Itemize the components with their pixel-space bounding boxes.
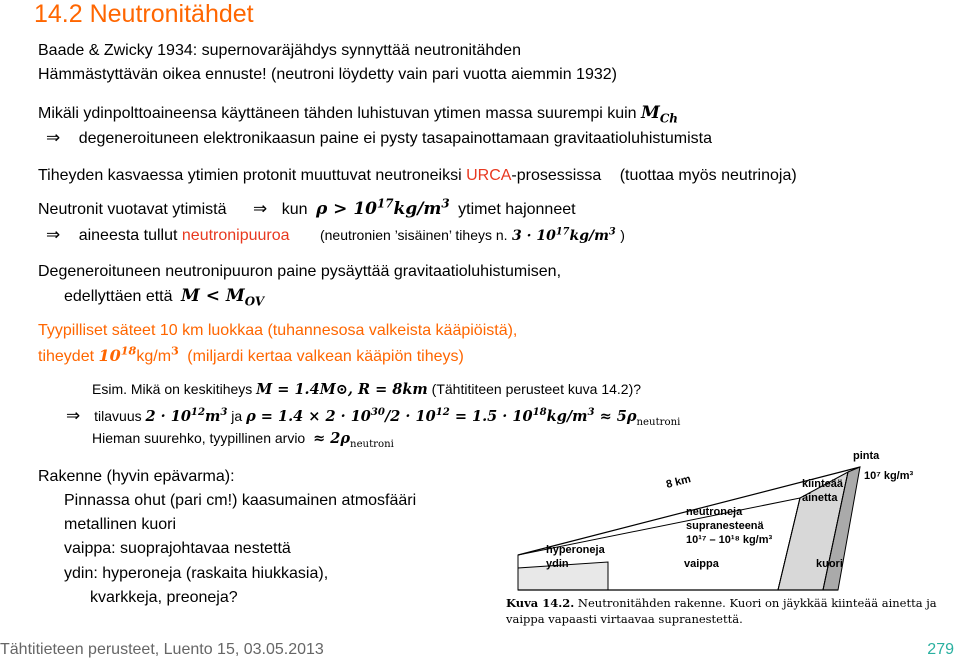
line-pressure: Degeneroituneen neutronipuuron paine pysäyttää gravitaatioluhistumisen, [38, 263, 562, 280]
estimate-value: ≈ 2ρ [313, 430, 351, 447]
page-number: 279 [927, 641, 954, 658]
line-baade: Baade & Zwicky 1934: supernovaräjähdys synnyttää neutronitähden [38, 42, 521, 59]
line-prediction: Hämmästyttävän oikea ennuste! (neutroni löydetty vain pari vuotta aiemmin 1932) [38, 66, 617, 83]
label-kiinteaa: kiinteää [802, 478, 843, 490]
neutron-star-diagram [488, 450, 960, 600]
implies-arrow-icon: ⇒ [46, 128, 61, 148]
example-values: M = 1.4M⊙, R = 8km [256, 381, 428, 398]
urca-highlight: URCA [466, 167, 512, 184]
structure-mantle: vaippa: suoprajohtavaa nestettä [64, 540, 291, 557]
line-mass-condition [38, 103, 678, 126]
caption-label: Kuva 14.2. [506, 596, 575, 610]
structure-quarks: kvarkkeja, preoneja? [90, 589, 238, 606]
line-radii: Tyypilliset säteet 10 km luokkaa (tuhannesosa valkeista kääpiöistä), [38, 322, 518, 339]
label-hyperoneja: hyperoneja [546, 544, 605, 556]
line-example: Esim. Mikä on keskitiheys M = 1.4M⊙, R = 8km (Tähtititeen perusteet kuva 14.2)? [92, 381, 642, 398]
label-density-range: 10¹⁷ – 10¹⁸ kg/m³ [686, 534, 773, 546]
density-value: $10^{18}$ [98, 343, 137, 365]
line-estimate: Hieman suurehko, tyypillinen arvio ≈ $2\rho_{neutroni}$ [92, 430, 394, 450]
label-pinta: pinta [853, 450, 880, 462]
line-condition-ov: edellyttäen että $M < M_{OV}$ [64, 286, 265, 309]
density-condition: $\rho > 10^{17}kg/m^3$ [315, 196, 450, 219]
density-calc: $\rho = 1.4 \times 2 \cdot 10^{30}/2 \cdot 10^{12} = 1.5 \cdot 10^{18}kg/m^3 \approx 5\rho$ [246, 406, 637, 425]
label-vaippa: vaippa [684, 558, 719, 570]
line-degenerate [46, 128, 712, 148]
structure-atmosphere: Pinnassa ohut (pari cm!) kaasumainen atmosfääri [64, 492, 417, 509]
implies-arrow-icon: ⇒ [66, 406, 81, 426]
neutronipuuro-highlight: neutronipuuroa [181, 227, 290, 244]
line-densities: tiheydet $10^{18}kg/m^3$ (miljardi kertaa valkean kääpiön tiheys) [38, 343, 464, 365]
figure-caption [506, 595, 956, 627]
ov-mass-condition: $M < M_{OV}$ [180, 286, 265, 309]
footer-course: Tähtitieteen perusteet, Luento 15, 03.05.2013 [0, 641, 324, 658]
label-supranesteena: supranesteenä [686, 520, 764, 532]
label-ainetta: ainetta [802, 492, 838, 504]
line-neutrons-leak: Neutronit vuotavat ytimistä ⇒ kun $\rho > 10^{17}kg/m^3$ ytimet hajonneet [38, 196, 576, 219]
line-neutron-porridge: ⇒ aineesta tullut neutronipuuroa (neutronien ’sisäinen’ tiheys n. $3 \cdot 10^{17}kg/m^3$ ) [46, 225, 625, 245]
label-ydin: ydin [546, 558, 569, 570]
line-urca: Tiheyden kasvaessa ytimien protonit muuttuvat neutroneiksi URCA-prosessissa (tuottaa myös neutrinoja) [38, 167, 797, 184]
degenerate-text: degeneroituneen elektronikaasun paine ei pysty tasapainottamaan gravitaatioluhistumista [78, 130, 712, 147]
volume-value: $2 \cdot 10^{12}m^3$ [145, 406, 228, 425]
label-pinta-density: 10⁷ kg/m³ [864, 470, 914, 482]
structure-crust: metallinen kuori [64, 516, 177, 533]
label-8km: 8 km [664, 473, 693, 491]
mass-condition-text: Mikäli ydinpolttoaineensa käyttäneen tähden luhistuvan ytimen massa suurempi kuin [38, 105, 637, 122]
structure-core: ydin: hyperoneja (raskaita hiukkasia), [64, 565, 329, 582]
label-neutroneja: neutroneja [686, 506, 743, 518]
structure-heading: Rakenne (hyvin epävarma): [38, 468, 235, 485]
implies-arrow-icon: ⇒ [252, 199, 268, 219]
page-title: 14.2 Neutronitähdet [34, 0, 254, 28]
chandrasekhar-mass: $M_{Ch}$ [641, 103, 678, 126]
label-kuori: kuori [816, 558, 843, 570]
internal-density: $3 \cdot 10^{17}kg/m^3$ [512, 226, 616, 244]
line-volume: ⇒ tilavuus $2 \cdot 10^{12}m^3$ ja $\rho = 1.4 \times 2 \cdot 10^{30}/2 \cdot 10^{12} = 1.5 \cdot 10^{18}kg/m^3 \approx 5\rho_{neutroni}$ [66, 406, 681, 428]
caption-text: Neutronitähden rakenne. Kuori on jäykkää kiinteää ainetta ja vaippa vapaasti virtaavaa supranestettä. [506, 596, 937, 626]
implies-arrow-icon: ⇒ [46, 225, 61, 245]
